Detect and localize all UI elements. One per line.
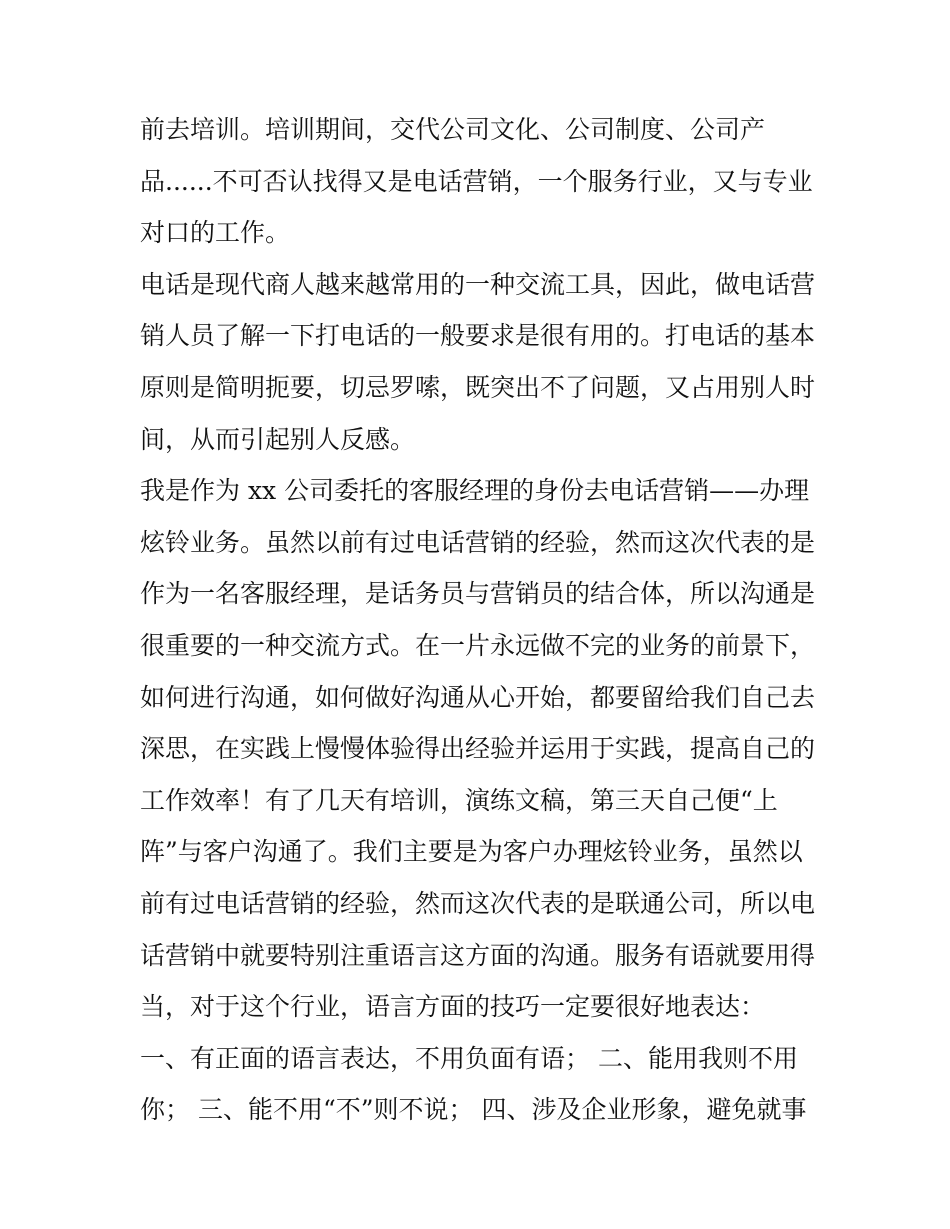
text-line: 当，对于这个行业，语言方面的技巧一定要很好地表达： [140, 992, 766, 1022]
text-line: 前有过电话营销的经验，然而这次代表的是联通公司，所以电 [140, 888, 816, 918]
text-line: 如何进行沟通，如何做好沟通从心开始，都要留给我们自己去 [140, 682, 816, 712]
text-line: 原则是简明扼要，切忌罗嗦，既突出不了问题，又占用别人时 [140, 372, 816, 402]
text-line: 电话是现代商人越来越常用的一种交流工具，因此，做电话营 [140, 269, 816, 299]
text-line: 前去培训。培训期间，交代公司文化、公司制度、公司产 [140, 115, 766, 144]
text-line: 一、有正面的语言表达，不用负面有语； 二、能用我则不用 [140, 1043, 798, 1073]
text-line: 工作效率！有了几天有培训，演练文稿，第三天自己便“上 [140, 785, 778, 815]
text-line: 品......不可否认找得又是电话营销，一个服务行业，又与专业 [140, 166, 813, 196]
text-line: 话营销中就要特别注重语言这方面的沟通。服务有语就要用得 [140, 940, 816, 970]
text-line: 很重要的一种交流方式。在一片永远做不完的业务的前景下， [140, 630, 816, 660]
text-line: 间，从而引起别人反感。 [140, 424, 416, 454]
body-text [140, 104, 820, 1136]
text-line: 我是作为 xx 公司委托的客服经理的身份去电话营销——办理 [140, 476, 810, 506]
text-line: 作为一名客服经理，是话务员与营销员的结合体，所以沟通是 [140, 579, 816, 609]
text-line: 你； 三、能不用“不”则不说； 四、涉及企业形象，避免就事 [140, 1095, 807, 1125]
text-line: 销人员了解一下打电话的一般要求是很有用的。打电话的基本 [140, 321, 816, 351]
text-line: 深思，在实践上慢慢体验得出经验并运用于实践，提高自己的 [140, 734, 816, 764]
text-line: 对口的工作。 [140, 218, 291, 248]
text-line: 阵”与客户沟通了。我们主要是为客户办理炫铃业务，虽然以 [140, 837, 803, 867]
text-line: 炫铃业务。虽然以前有过电话营销的经验，然而这次代表的是 [140, 527, 816, 557]
